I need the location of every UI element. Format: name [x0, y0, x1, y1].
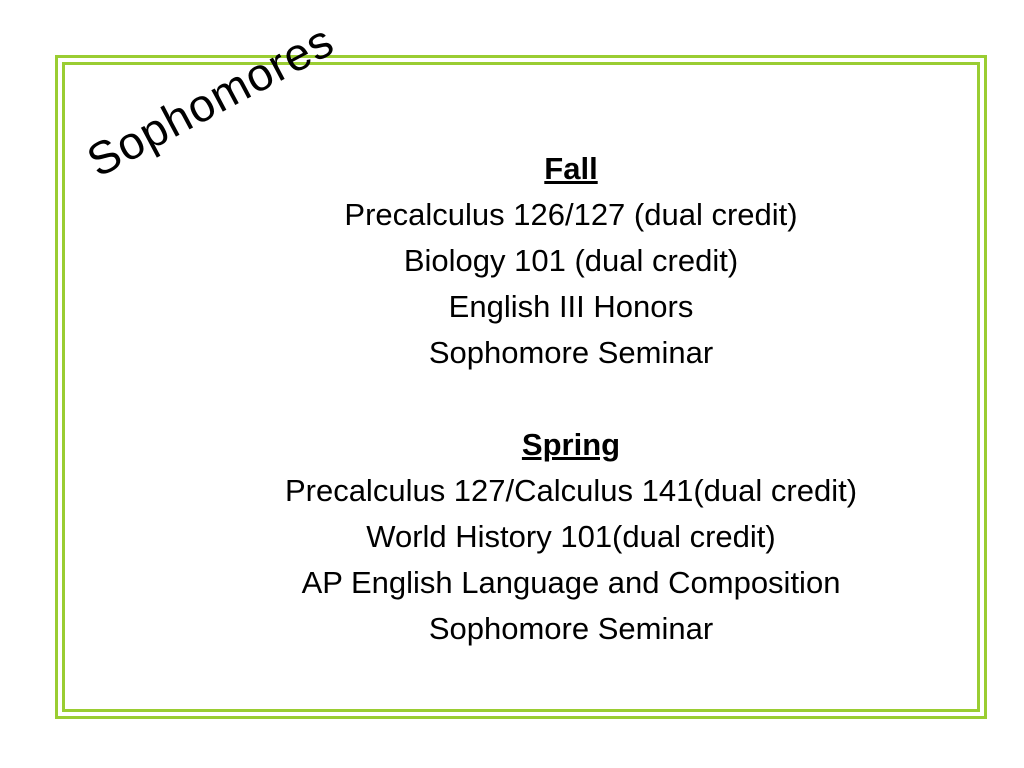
course-item: World History 101(dual credit): [366, 519, 776, 554]
course-item: Sophomore Seminar: [428, 335, 714, 370]
course-item: Precalculus 126/127 (dual credit): [344, 197, 798, 232]
term-spacer: [170, 376, 972, 422]
course-item: English III Honors: [448, 289, 694, 324]
term-fall: [170, 146, 972, 376]
term-heading-fall: Fall: [544, 151, 598, 186]
course-schedule: [170, 146, 972, 652]
term-spring: [170, 422, 972, 652]
course-item: Precalculus 127/Calculus 141(dual credit): [284, 473, 858, 508]
course-item: Biology 101 (dual credit): [403, 243, 739, 278]
slide-title: Sophomores: [78, 13, 343, 187]
term-heading-spring: Spring: [521, 427, 621, 462]
course-item: Sophomore Seminar: [428, 611, 714, 646]
course-item: AP English Language and Composition: [301, 565, 841, 600]
